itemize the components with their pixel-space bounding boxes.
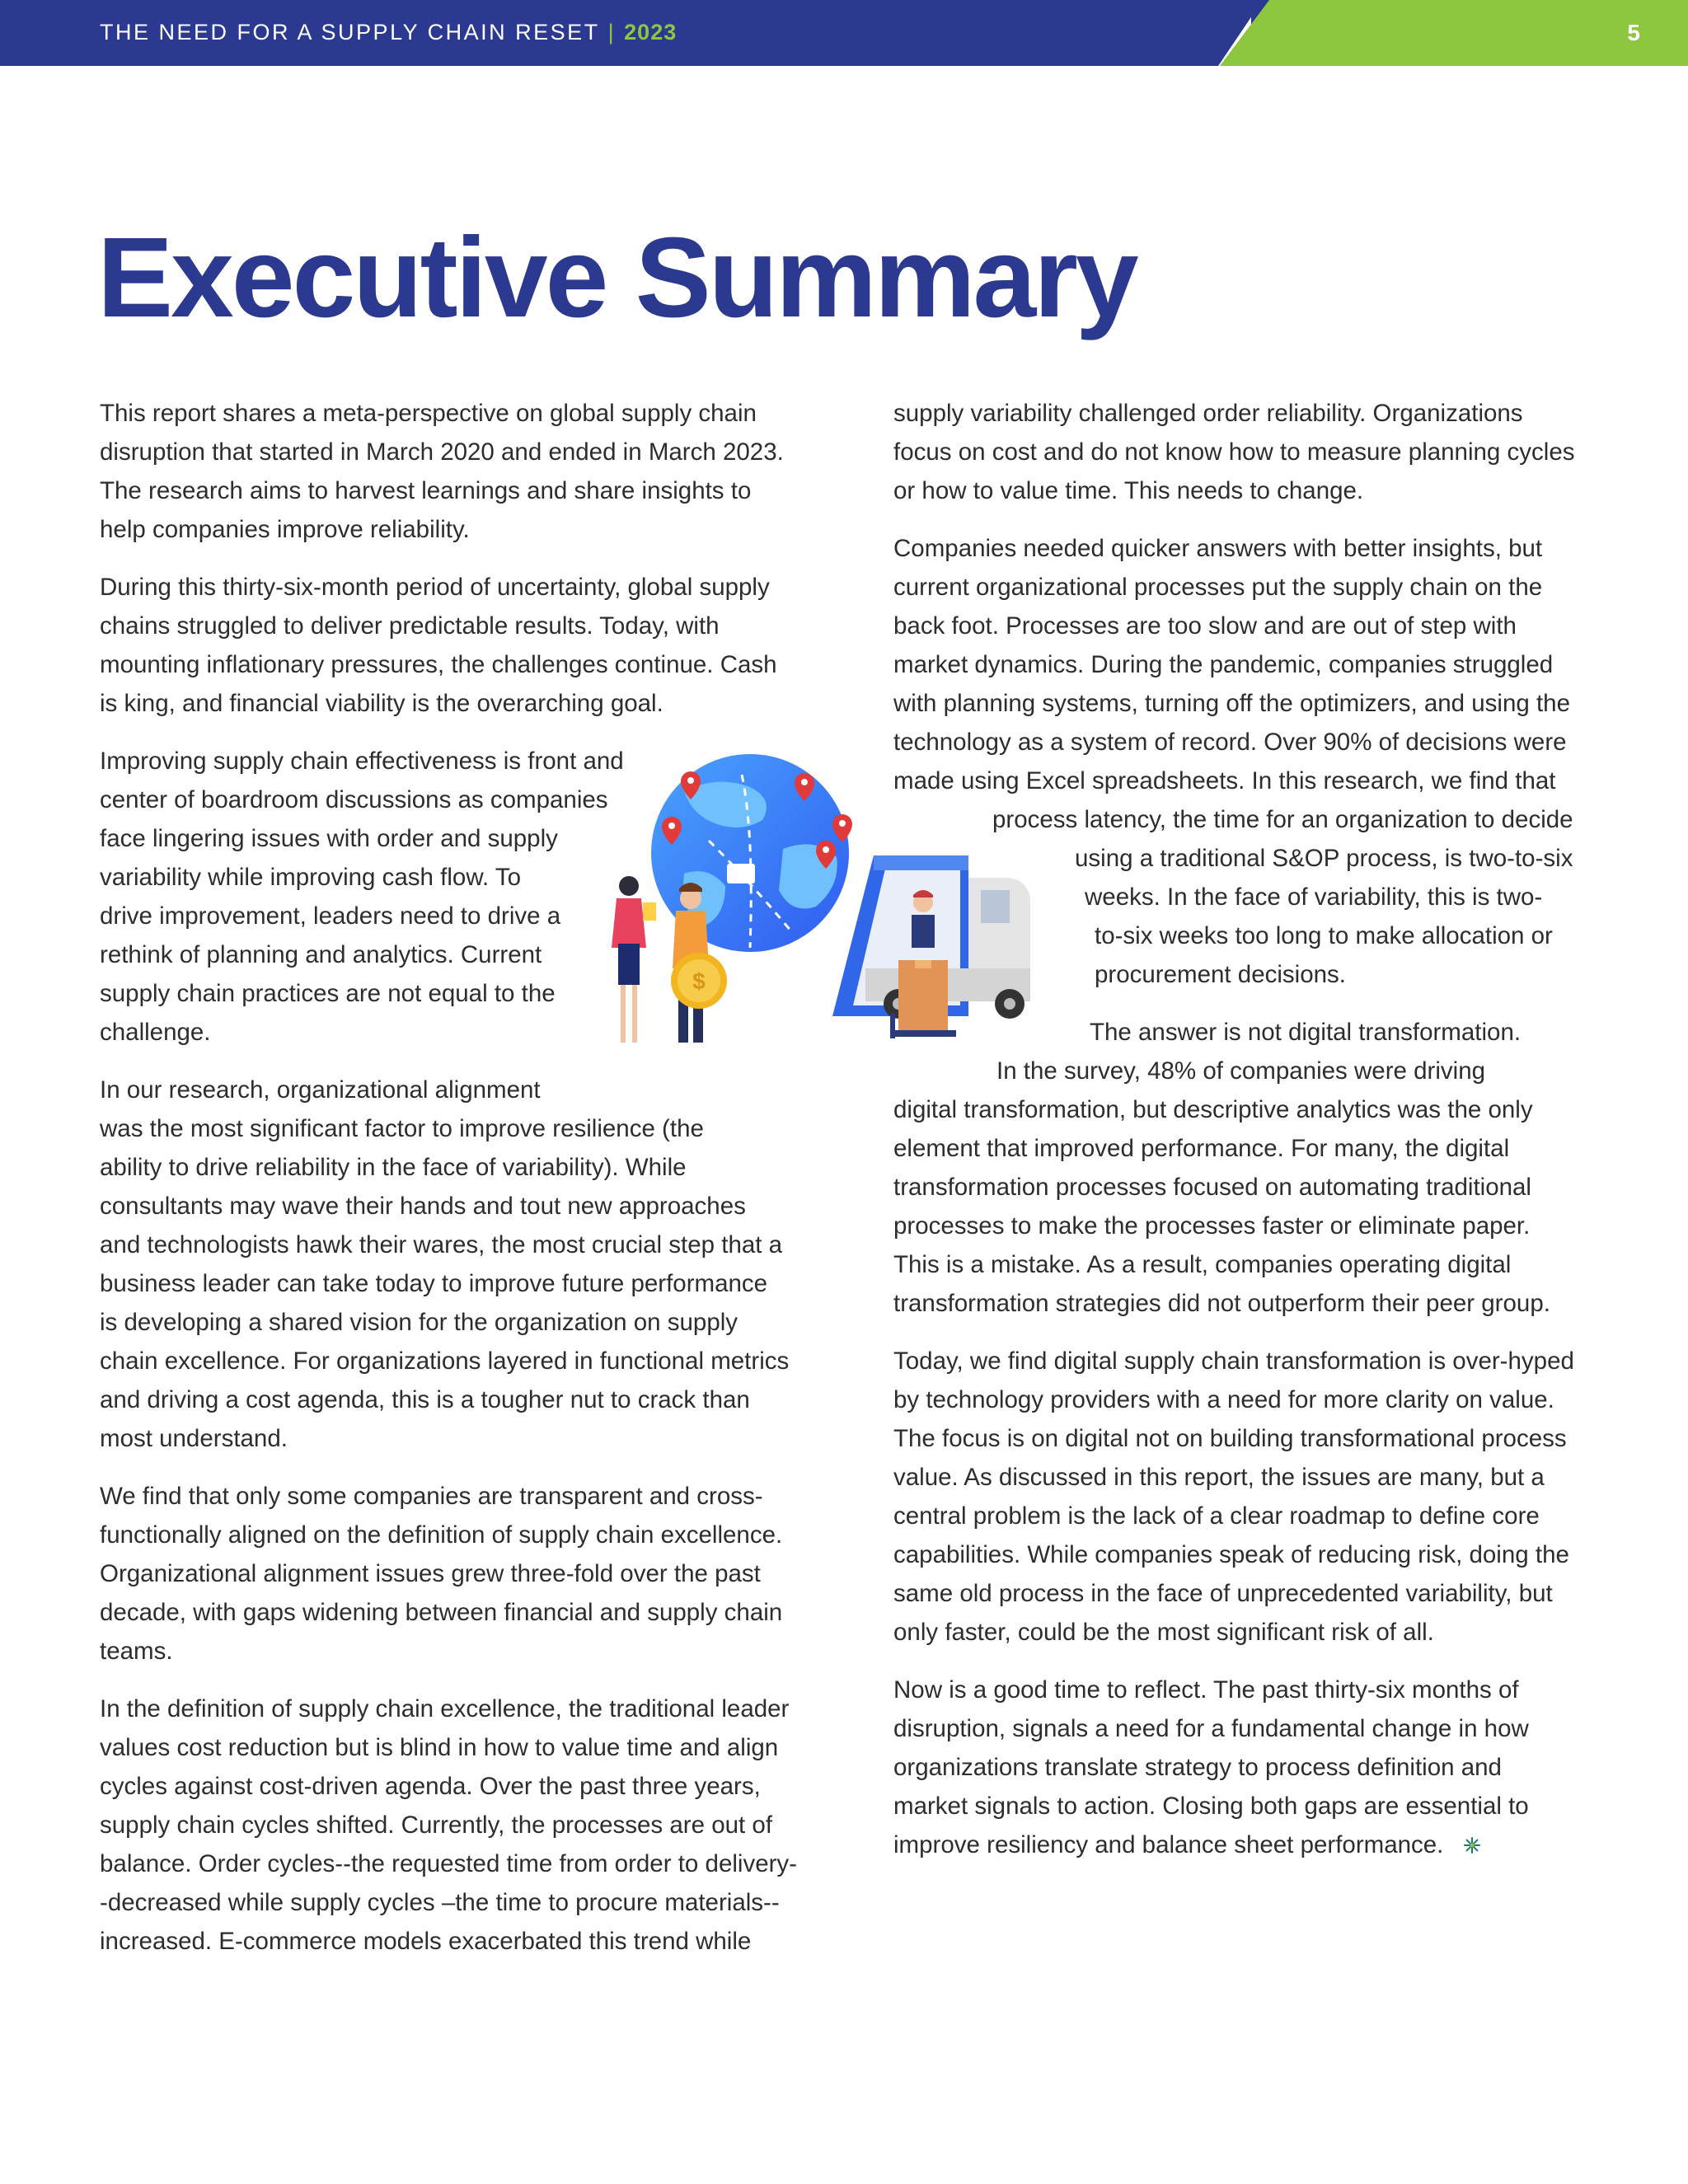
coin-icon bbox=[671, 953, 727, 1009]
text-line: disruption, signals a need for a fundamental change in how bbox=[893, 1715, 1529, 1742]
text-line: balance. Order cycles--the requested time from order to delivery- bbox=[100, 1850, 798, 1877]
text-line: challenge. bbox=[100, 1019, 211, 1046]
text-line: Organizational alignment issues grew three-fold over the past bbox=[100, 1560, 761, 1587]
text-line: most understand. bbox=[100, 1425, 288, 1452]
text-line: We find that only some companies are transparent and cross- bbox=[100, 1483, 763, 1510]
header-bar bbox=[0, 0, 1688, 66]
text-line: and driving a cost agenda, this is a tougher nut to crack than bbox=[100, 1386, 750, 1413]
text-line: chains struggled to deliver predictable results. Today, with bbox=[100, 612, 720, 640]
text-line: organizations translate strategy to process definition and bbox=[893, 1754, 1502, 1781]
text-line: consultants may wave their hands and tout new approaches bbox=[100, 1193, 746, 1220]
text-line: In the survey, 48% of companies were driving bbox=[996, 1057, 1486, 1085]
text-line: Companies needed quicker answers with better insights, but bbox=[893, 535, 1543, 562]
text-line: supply chain cycles shifted. Currently, the processes are out of bbox=[100, 1811, 773, 1839]
chat-bubble-icon bbox=[727, 864, 755, 883]
text-line: help companies improve reliability. bbox=[100, 516, 470, 543]
text-line: process latency, the time for an organization to decide bbox=[992, 806, 1573, 833]
text-line: increased. E-commerce models exacerbated this trend while bbox=[100, 1928, 752, 1955]
text-line: processes to make the processes faster or eliminate paper. bbox=[893, 1212, 1531, 1240]
text-line: or how to value time. This needs to change. bbox=[893, 477, 1364, 504]
text-line: current organizational processes put the supply chain on the bbox=[893, 574, 1543, 601]
text-line: back foot. Processes are too slow and are out of step with bbox=[893, 612, 1517, 640]
text-line: The research aims to harvest learnings and share insights to bbox=[100, 477, 752, 504]
text-line: mounting inflationary pressures, the challenges continue. Cash bbox=[100, 651, 777, 678]
text-line: Improving supply chain effectiveness is front and bbox=[100, 748, 624, 775]
text-line: and technologists hawk their wares, the most crucial step that a bbox=[100, 1231, 783, 1258]
text-line: ability to drive reliability in the face of variability). While bbox=[100, 1154, 687, 1181]
text-line: cycles against cost-driven agenda. Over the past three years, bbox=[100, 1773, 761, 1800]
text-line: In the definition of supply chain excellence, the traditional leader bbox=[100, 1695, 790, 1722]
left-column bbox=[100, 394, 800, 1980]
text-line: This report shares a meta-perspective on global supply chain bbox=[100, 400, 757, 427]
title-separator: | bbox=[607, 20, 617, 45]
text-line: by technology providers with a need for more clarity on value. bbox=[893, 1386, 1554, 1413]
text-line: procurement decisions. bbox=[1095, 961, 1346, 988]
text-line: capabilities. While companies speak of reducing risk, doing the bbox=[893, 1541, 1569, 1568]
text-line: -decreased while supply cycles –the time to procure materials-- bbox=[100, 1889, 780, 1916]
text-line: decade, with gaps widening between financial and supply chain bbox=[100, 1599, 783, 1626]
text-line: to-six weeks too long to make allocation or bbox=[1095, 922, 1553, 949]
paragraph bbox=[100, 1477, 800, 1671]
text-line: central problem is the lack of a clear roadmap to define core bbox=[893, 1502, 1540, 1530]
paragraph bbox=[893, 394, 1602, 510]
snowflake-icon bbox=[1463, 1827, 1481, 1866]
global-supply-chain-illustration bbox=[593, 742, 1080, 1063]
paragraph bbox=[100, 568, 800, 723]
page-title: Executive Summary bbox=[97, 214, 1137, 341]
text-line: drive improvement, leaders need to drive a bbox=[100, 902, 561, 930]
text-line: using a traditional S&OP process, is two-to-six bbox=[1075, 845, 1573, 872]
text-line: variability while improving cash flow. To bbox=[100, 864, 522, 891]
text-line: only faster, could be the most significant risk of all. bbox=[893, 1619, 1434, 1646]
text-line: focus on cost and do not know how to measure planning cycles bbox=[893, 438, 1575, 466]
text-line: supply chain practices are not equal to the bbox=[100, 980, 556, 1007]
text-line: same old process in the face of unprecedented variability, but bbox=[893, 1580, 1553, 1607]
header-green-block bbox=[1220, 0, 1688, 66]
text-line: made using Excel spreadsheets. In this research, we find that bbox=[893, 767, 1556, 794]
businesswoman-figure bbox=[612, 876, 656, 1043]
text-line: transformation strategies did not outperform their peer group. bbox=[893, 1290, 1550, 1317]
paragraph bbox=[893, 1342, 1602, 1652]
text-line: with planning systems, turning off the optimizers, and using the bbox=[893, 690, 1570, 717]
text-line: is king, and financial viability is the overarching goal. bbox=[100, 690, 663, 717]
text-line: value. As discussed in this report, the issues are many, but a bbox=[893, 1464, 1545, 1491]
text-line: transformation processes focused on automating traditional bbox=[893, 1174, 1531, 1201]
report-title-text: THE NEED FOR A SUPPLY CHAIN RESET bbox=[100, 20, 600, 45]
text-line: center of boardroom discussions as companies bbox=[100, 786, 608, 813]
report-title bbox=[100, 20, 677, 45]
text-line: element that improved performance. For many, the digital bbox=[893, 1135, 1510, 1162]
paragraph bbox=[893, 1671, 1602, 1866]
paragraph bbox=[100, 1690, 800, 1961]
text-line: Today, we find digital supply chain transformation is over-hyped bbox=[893, 1347, 1574, 1375]
text-line-content: improve resiliency and balance sheet performance. bbox=[893, 1831, 1444, 1858]
text-line: market dynamics. During the pandemic, companies struggled bbox=[893, 651, 1554, 678]
report-year: 2023 bbox=[624, 20, 678, 45]
text-line: weeks. In the face of variability, this is two- bbox=[1085, 883, 1543, 911]
text-line: The answer is not digital transformation. bbox=[1090, 1019, 1522, 1046]
text-line: teams. bbox=[100, 1638, 173, 1665]
paragraph bbox=[100, 1071, 800, 1458]
text-line: values cost reduction but is blind in how to value time and align bbox=[100, 1734, 779, 1761]
text-line: rethink of planning and analytics. Current bbox=[100, 941, 542, 968]
text-line: disruption that started in March 2020 and ended in March 2023. bbox=[100, 438, 784, 466]
text-line: technology as a system of record. Over 90% of decisions were bbox=[893, 729, 1567, 756]
svg-text:$: $ bbox=[692, 968, 706, 994]
text-line bbox=[893, 1825, 1602, 1866]
text-line: supply variability challenged order reliability. Organizations bbox=[893, 400, 1523, 427]
text-line: The focus is on digital not on building transformational process bbox=[893, 1425, 1567, 1452]
text-line: Now is a good time to reflect. The past thirty-six months of bbox=[893, 1676, 1519, 1704]
text-line: was the most significant factor to improve resilience (the bbox=[100, 1115, 704, 1142]
text-line: business leader can take today to improve future performance bbox=[100, 1270, 768, 1297]
text-line: This is a mistake. As a result, companies operating digital bbox=[893, 1251, 1512, 1278]
right-column bbox=[893, 394, 1602, 1885]
page-number: 5 bbox=[1627, 20, 1640, 45]
text-line: chain excellence. For organizations layered in functional metrics bbox=[100, 1347, 790, 1375]
text-line: In our research, organizational alignment bbox=[100, 1076, 541, 1104]
text-line: is developing a shared vision for the organization on supply bbox=[100, 1309, 738, 1336]
text-line: market signals to action. Closing both gaps are essential to bbox=[893, 1793, 1529, 1820]
text-line: functionally aligned on the definition of supply chain excellence. bbox=[100, 1521, 783, 1549]
text-line: digital transformation, but descriptive analytics was the only bbox=[893, 1096, 1533, 1123]
paragraph bbox=[100, 394, 800, 549]
text-line: During this thirty-six-month period of uncertainty, global supply bbox=[100, 574, 770, 601]
text-line: face lingering issues with order and supply bbox=[100, 825, 558, 852]
